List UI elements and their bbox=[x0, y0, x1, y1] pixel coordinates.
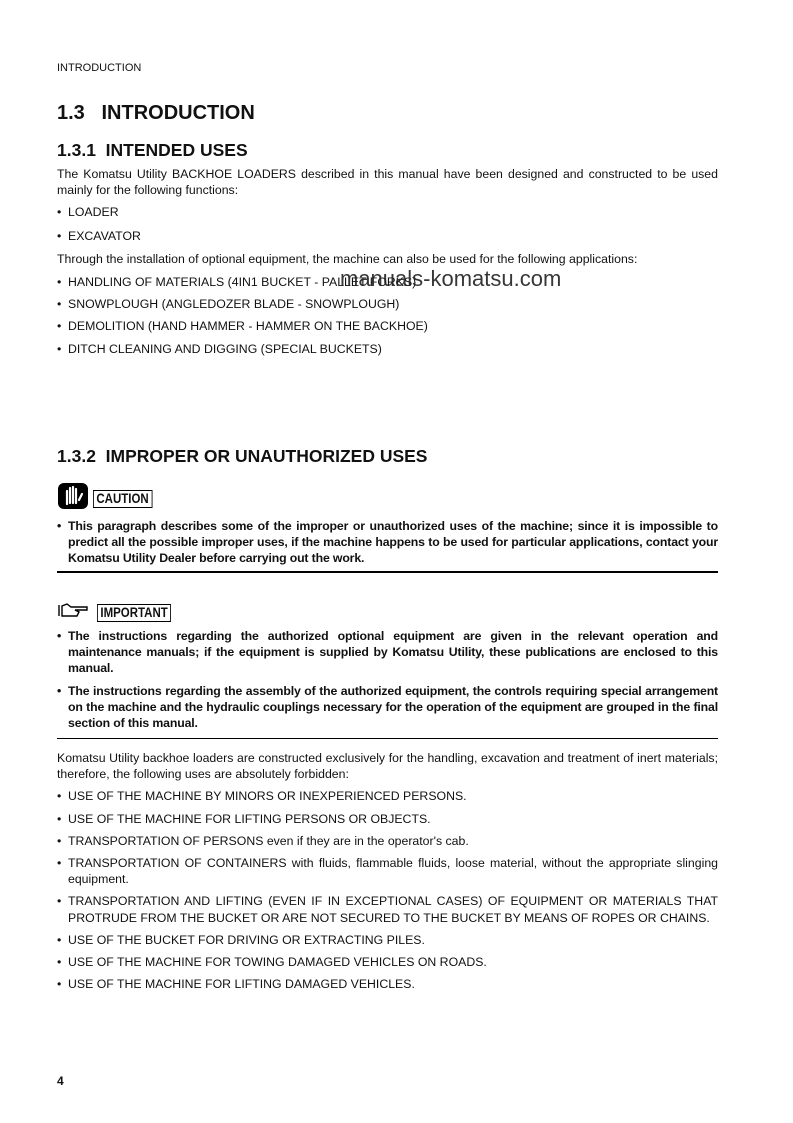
list-item: • EXCAVATOR bbox=[57, 228, 718, 244]
paragraph: Through the installation of optional equipment, the machine can also be used for the following applications: bbox=[57, 251, 638, 266]
pointing-hand-icon bbox=[57, 601, 93, 624]
page-number: 4 bbox=[57, 1074, 64, 1088]
caution-item: • This paragraph describes some of the improper or unauthorized uses of the machine; since it is impossible to predict all the possible improper uses, if the machine happens to be used for particular applications, contact your Komatsu Utility Dealer before carrying out the work. bbox=[57, 518, 718, 567]
list-item: • LOADER bbox=[57, 204, 718, 220]
section-title-intended-uses: 1.3.1 INTENDED USES bbox=[57, 140, 248, 160]
list-item: • TRANSPORTATION OF CONTAINERS with fluids, flammable fluids, loose material, without the appropriate slinging equipment. bbox=[57, 855, 718, 887]
list-item: • USE OF THE MACHINE FOR TOWING DAMAGED VEHICLES ON ROADS. bbox=[57, 954, 718, 970]
important-item: • The instructions regarding the assembly of the authorized equipment, the controls requiring special arrangement on the machine and the hydraulic couplings necessary for the operation of the equipment are grouped in the final section of this manual. bbox=[57, 683, 718, 732]
list-item: • SNOWPLOUGH (ANGLEDOZER BLADE - SNOWPLOUGH) bbox=[57, 296, 718, 312]
important-box bbox=[57, 628, 718, 731]
intended-uses-text bbox=[57, 166, 718, 357]
important-heading bbox=[57, 601, 718, 624]
caution-box bbox=[57, 518, 718, 567]
page-title: 1.3 INTRODUCTION bbox=[57, 102, 255, 124]
list-item: • USE OF THE MACHINE FOR LIFTING PERSONS OR OBJECTS. bbox=[57, 811, 718, 827]
forbidden-uses bbox=[57, 750, 718, 992]
list-item: • TRANSPORTATION AND LIFTING (EVEN IF IN EXCEPTIONAL CASES) OF EQUIPMENT OR MATERIALS THAT PROTRUDE FROM THE BUCKET OR ARE NOT SECURED TO THE BUCKET BY MEANS OF ROPES OR CHAINS. bbox=[57, 893, 718, 925]
list-item: • HANDLING OF MATERIALS (4IN1 BUCKET - PALLET FORKS) bbox=[57, 274, 718, 290]
list-item: • DEMOLITION (HAND HAMMER - HAMMER ON THE BACKHOE) bbox=[57, 318, 718, 334]
list-item: • USE OF THE MACHINE FOR LIFTING DAMAGED VEHICLES. bbox=[57, 976, 718, 992]
important-label: IMPORTANT bbox=[97, 604, 171, 622]
list-item: • TRANSPORTATION OF PERSONS even if they are in the operator's cab. bbox=[57, 833, 718, 849]
caution-label: CAUTION bbox=[93, 490, 152, 508]
list-item: • USE OF THE BUCKET FOR DRIVING OR EXTRACTING PILES. bbox=[57, 932, 718, 948]
list-item: • USE OF THE MACHINE BY MINORS OR INEXPERIENCED PERSONS. bbox=[57, 788, 718, 804]
divider bbox=[57, 738, 718, 739]
hand-stop-icon bbox=[57, 482, 89, 515]
divider bbox=[57, 571, 718, 573]
list-item: • DITCH CLEANING AND DIGGING (SPECIAL BUCKETS) bbox=[57, 341, 718, 357]
paragraph: Komatsu Utility backhoe loaders are constructed exclusively for the handling, excavation and treatment of inert materials; therefore, the following uses are absolutely forbidden: bbox=[57, 751, 718, 782]
section-title-improper-uses: 1.3.2 IMPROPER OR UNAUTHORIZED USES bbox=[57, 446, 428, 466]
running-header: INTRODUCTION bbox=[57, 62, 142, 74]
important-item: • The instructions regarding the authorized optional equipment are given in the relevant operation and maintenance manuals; if the equipment is supplied by Komatsu Utility, these publications are enclosed to this manual. bbox=[57, 628, 718, 677]
paragraph: The Komatsu Utility BACKHOE LOADERS described in this manual have been designed and constructed to be used mainly for the following functions: bbox=[57, 167, 718, 198]
watermark: manuals-komatsu.com bbox=[340, 266, 562, 291]
caution-heading bbox=[57, 482, 718, 515]
